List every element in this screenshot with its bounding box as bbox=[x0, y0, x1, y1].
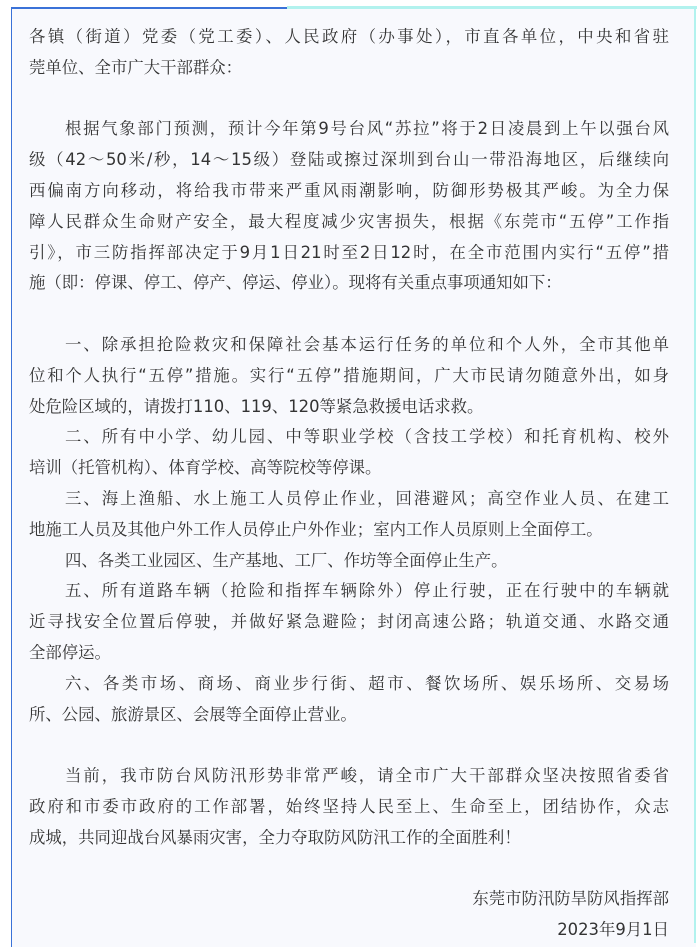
issue-date: 2023年9月1日 bbox=[557, 920, 669, 940]
issuer-signature: 东莞市防汛防旱防风指挥部 bbox=[472, 889, 669, 909]
notice-body bbox=[29, 22, 669, 946]
intro-paragraph bbox=[29, 114, 669, 299]
item-line: 五、所有道路车辆（抢险和指挥车辆除外）停止行驶，正在行驶中的车辆就 bbox=[65, 581, 669, 601]
item-line: 全部停运。 bbox=[29, 642, 111, 662]
salutation-line: 莞单位、全市广大干部群众： bbox=[29, 57, 243, 77]
intro-line: 障人民群众生命财产安全，最大程度减少灾害损失，根据《东莞市“五停”工作指 bbox=[29, 211, 669, 231]
item-4 bbox=[29, 546, 669, 577]
salutation bbox=[29, 22, 669, 84]
intro-line: 引》，市三防指挥部决定于9月1日21时至2日12时，在全市范围内实行“五停”措 bbox=[29, 242, 669, 262]
item-line: 一、除承担抢险救灾和保障社会基本运行任务的单位和个人外，全市其他单 bbox=[65, 334, 669, 354]
closing-line: 成城，共同迎战台风暴雨灾害，全力夺取防风防汛工作的全面胜利！ bbox=[29, 827, 521, 847]
item-line: 地施工人员及其他户外工作人员停止户外作业；室内工作人员原则上全面停工。 bbox=[29, 519, 603, 539]
item-line: 培训（托管机构）、体育学校、高等院校等停课。 bbox=[29, 458, 382, 478]
item-line: 处危险区域的，请拨打110、119、120等紧急救援电话求救。 bbox=[29, 396, 484, 416]
item-3 bbox=[29, 484, 669, 546]
closing-line: 当前，我市防台风防汛形势非常严峻，请全市广大干部群众坚决按照省委省 bbox=[65, 766, 669, 786]
item-line: 三、海上渔船、水上施工人员停止作业，回港避风；高空作业人员、在建工 bbox=[65, 488, 669, 508]
item-2 bbox=[29, 422, 669, 484]
intro-line: 级（42～50米/秒，14～15级）登陆或擦过深圳到台山一带沿海地区，后继续向 bbox=[29, 150, 669, 170]
intro-line: 根据气象部门预测，预计今年第9号台风“苏拉”将于2日凌晨到上午以强台风 bbox=[65, 119, 669, 139]
salutation-line: 各镇（街道）党委（党工委）、人民政府（办事处），市直各单位，中央和省驻 bbox=[29, 27, 669, 46]
item-1 bbox=[29, 330, 669, 422]
item-6 bbox=[29, 669, 669, 731]
right-border-highlight bbox=[694, 6, 696, 943]
item-line: 近寻找安全位置后停驶，并做好紧急避险；封闭高速公路；轨道交通、水路交通 bbox=[29, 612, 669, 632]
intro-line: 施（即：停课、停工、停产、停运、停业）。现将有关重点事项通知如下： bbox=[29, 273, 562, 293]
intro-line: 西偏南方向移动，将给我市带来严重风雨潮影响，防御形势极其严峻。为全力保 bbox=[29, 180, 669, 200]
closing-line: 政府和市委市政府的工作部署，始终坚持人民至上、生命至上，团结协作，众志 bbox=[29, 796, 669, 816]
item-line: 所、公园、旅游景区、会展等全面停止营业。 bbox=[29, 704, 357, 724]
item-line: 四、各类工业园区、生产基地、工厂、作坊等全面停止生产。 bbox=[65, 550, 508, 570]
top-border-accent bbox=[11, 7, 287, 9]
item-line: 位和个人执行“五停”措施。实行“五停”措施期间，广大市民请勿随意外出，如身 bbox=[29, 365, 669, 385]
item-line: 六、各类市场、商场、商业步行街、超市、餐饮场所、娱乐场所、交易场 bbox=[65, 673, 669, 693]
item-line: 二、所有中小学、幼儿园、中等职业学校（含技工学校）和托育机构、校外 bbox=[65, 427, 669, 447]
closing-paragraph bbox=[29, 761, 669, 853]
item-5 bbox=[29, 576, 669, 668]
top-border-highlight bbox=[287, 6, 697, 9]
